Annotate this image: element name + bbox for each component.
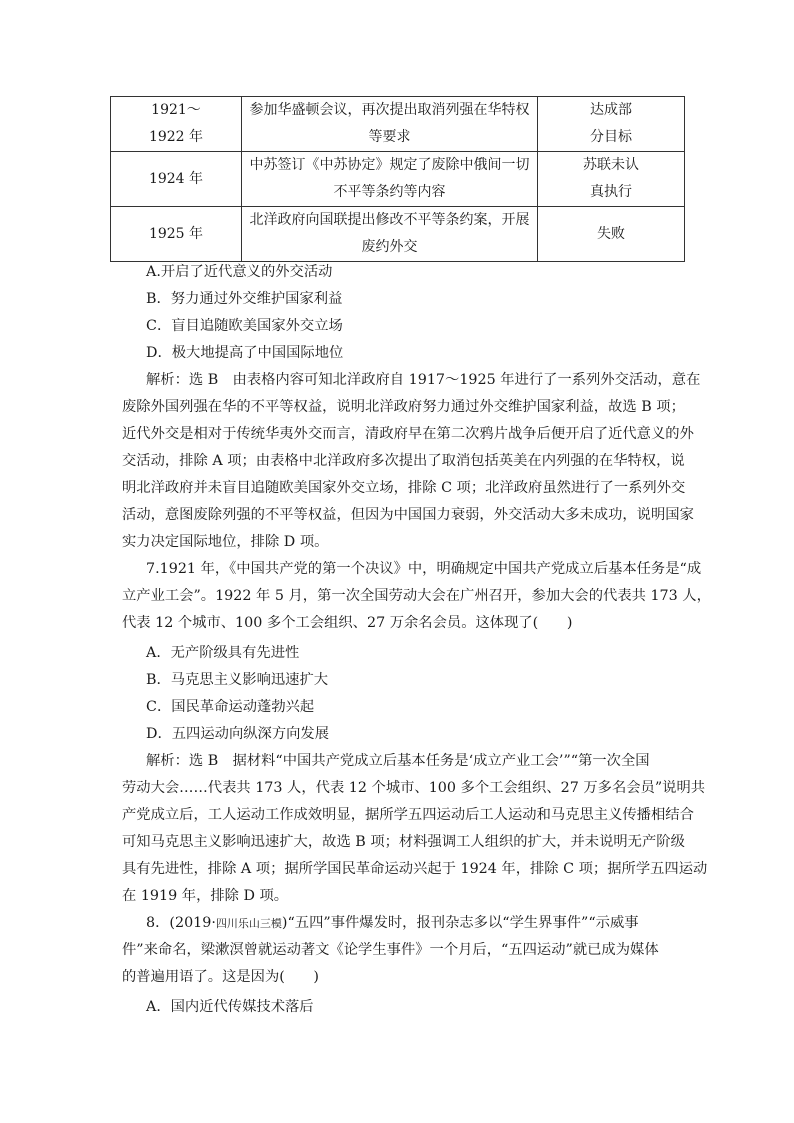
cell-line: 苏联未认: [583, 157, 639, 173]
q7-analysis-line: 在 1919 年，排除 D 项。: [122, 888, 289, 904]
event-cell: [242, 152, 538, 207]
cell-line: 1922 年: [148, 129, 204, 145]
year-cell: [111, 152, 242, 207]
year-cell: [111, 207, 242, 262]
cell-line: 不平等条约等内容: [333, 184, 446, 200]
cell-line: 失败: [597, 225, 625, 242]
q7-option-b: B．马克思主义影响迅速扩大: [146, 672, 329, 688]
q6-analysis-line: 近代外交是相对于传统华夷外交而言，清政府早在第二次鸦片战争后便开启了近代意义的外: [122, 426, 694, 442]
q6-option-d: D．极大地提高了中国国际地位: [146, 345, 344, 361]
table-row: [111, 207, 685, 262]
q6-option-c: C．盲目追随欧美国家外交立场: [146, 318, 343, 334]
cell-line: 等要求: [368, 129, 411, 145]
q8-stem-line: [146, 913, 639, 934]
table-row: [111, 97, 685, 152]
q7-stem-line: 代表 12 个城市、100 多个工会组织、27 万余名会员。这体现了( ): [122, 615, 573, 631]
q8-stem-prefix: 8．(2019·: [146, 915, 216, 931]
q7-analysis-line: 产党成立后，工人运动工作成效明显，据所学五四运动后工人运动和马克思主义传播相结合: [122, 807, 694, 823]
cell-line: 分目标: [590, 129, 632, 145]
cell-line: 1924 年: [148, 170, 204, 187]
q6-analysis-line: 活动，意图废除列强的不平等权益，但因为中国国力衰弱，外交活动大多未成功，说明国家: [122, 507, 694, 523]
q6-analysis-line: 明北洋政府并未盲目追随欧美国家外交立场，排除 C 项；北洋政府虽然进行了一系列外交: [122, 480, 686, 496]
result-cell: [538, 152, 685, 207]
q8-stem-line: 件”来命名，梁漱溟曾就运动著文《论学生事件》一个月后，“五四运动”就已成为媒体: [122, 942, 659, 958]
cell-line: 1921～: [151, 102, 201, 118]
table-row: [111, 152, 685, 207]
q8-source: 四川乐山三模: [215, 917, 282, 930]
q6-analysis-line: 解析：选 B 由表格内容可知北洋政府自 1917～1925 年进行了一系列外交活动，意在: [146, 372, 701, 388]
q7-stem-line: 立产业工会”。1922 年 5 月，第一次全国劳动大会在广州召开，参加大会的代表共 173 人，: [122, 588, 711, 604]
year-cell: [111, 97, 242, 152]
q8-option-a: A．国内近代传媒技术落后: [146, 999, 314, 1015]
q6-option-a: A.开启了近代意义的外交活动: [146, 264, 333, 280]
q6-analysis-line: 废除外国列强在华的不平等权益，说明北洋政府努力通过外交维护国家利益，故选 B 项；: [122, 399, 685, 415]
q6-analysis-line: 交活动，排除 A 项；由表格中北洋政府多次提出了取消包括英美在内列强的在华特权，说: [122, 453, 685, 469]
diplomacy-table: [110, 96, 685, 262]
cell-line: 真执行: [590, 184, 632, 200]
q6-option-b: B．努力通过外交维护国家利益: [146, 291, 343, 307]
cell-line: 废约外交: [361, 239, 418, 255]
q7-analysis-line: 可知马克思主义影响迅速扩大，故选 B 项；材料强调工人组织的扩大，并未说明无产阶级: [122, 834, 685, 850]
result-cell: [538, 207, 685, 262]
q8-stem-line: 的普遍用语了。这是因为( ): [122, 969, 320, 985]
event-cell: [242, 207, 538, 262]
q7-option-a: A．无产阶级具有先进性: [146, 645, 300, 661]
cell-line: 参加华盛顿会议，再次提出取消列强在华特权: [249, 102, 530, 118]
q6-analysis-line: 实力决定国际地位，排除 D 项。: [122, 534, 329, 550]
result-cell: [538, 97, 685, 152]
q7-analysis-line: 具有先进性，排除 A 项；据所学国民革命运动兴起于 1924 年，排除 C 项；据所学五四运动: [122, 861, 708, 877]
cell-line: 达成部: [590, 102, 632, 118]
q7-analysis-line: 劳动大会……代表共 173 人，代表 12 个城市、100 多个工会组织、27 万多名会员”说明共: [122, 780, 706, 796]
cell-line: 北洋政府向国联提出修改不平等条约案，开展: [249, 212, 530, 228]
q7-option-d: D．五四运动向纵深方向发展: [146, 726, 330, 742]
cell-line: 1925 年: [148, 225, 204, 242]
q7-option-c: C．国民革命运动蓬勃兴起: [146, 699, 315, 715]
q7-analysis-line: 解析：选 B 据材料“中国共产党成立后基本任务是‘成立产业工会’”“第一次全国: [146, 753, 650, 769]
event-cell: [242, 97, 538, 152]
cell-line: 中苏签订《中苏协定》规定了废除中俄间一切: [249, 157, 530, 173]
q8-stem-rest: )“五四”事件爆发时，报刊杂志多以“学生界事件”“示威事: [281, 915, 639, 931]
q7-stem-line: 7.1921 年，《中国共产党的第一个决议》中，明确规定中国共产党成立后基本任务是“成: [146, 561, 702, 577]
